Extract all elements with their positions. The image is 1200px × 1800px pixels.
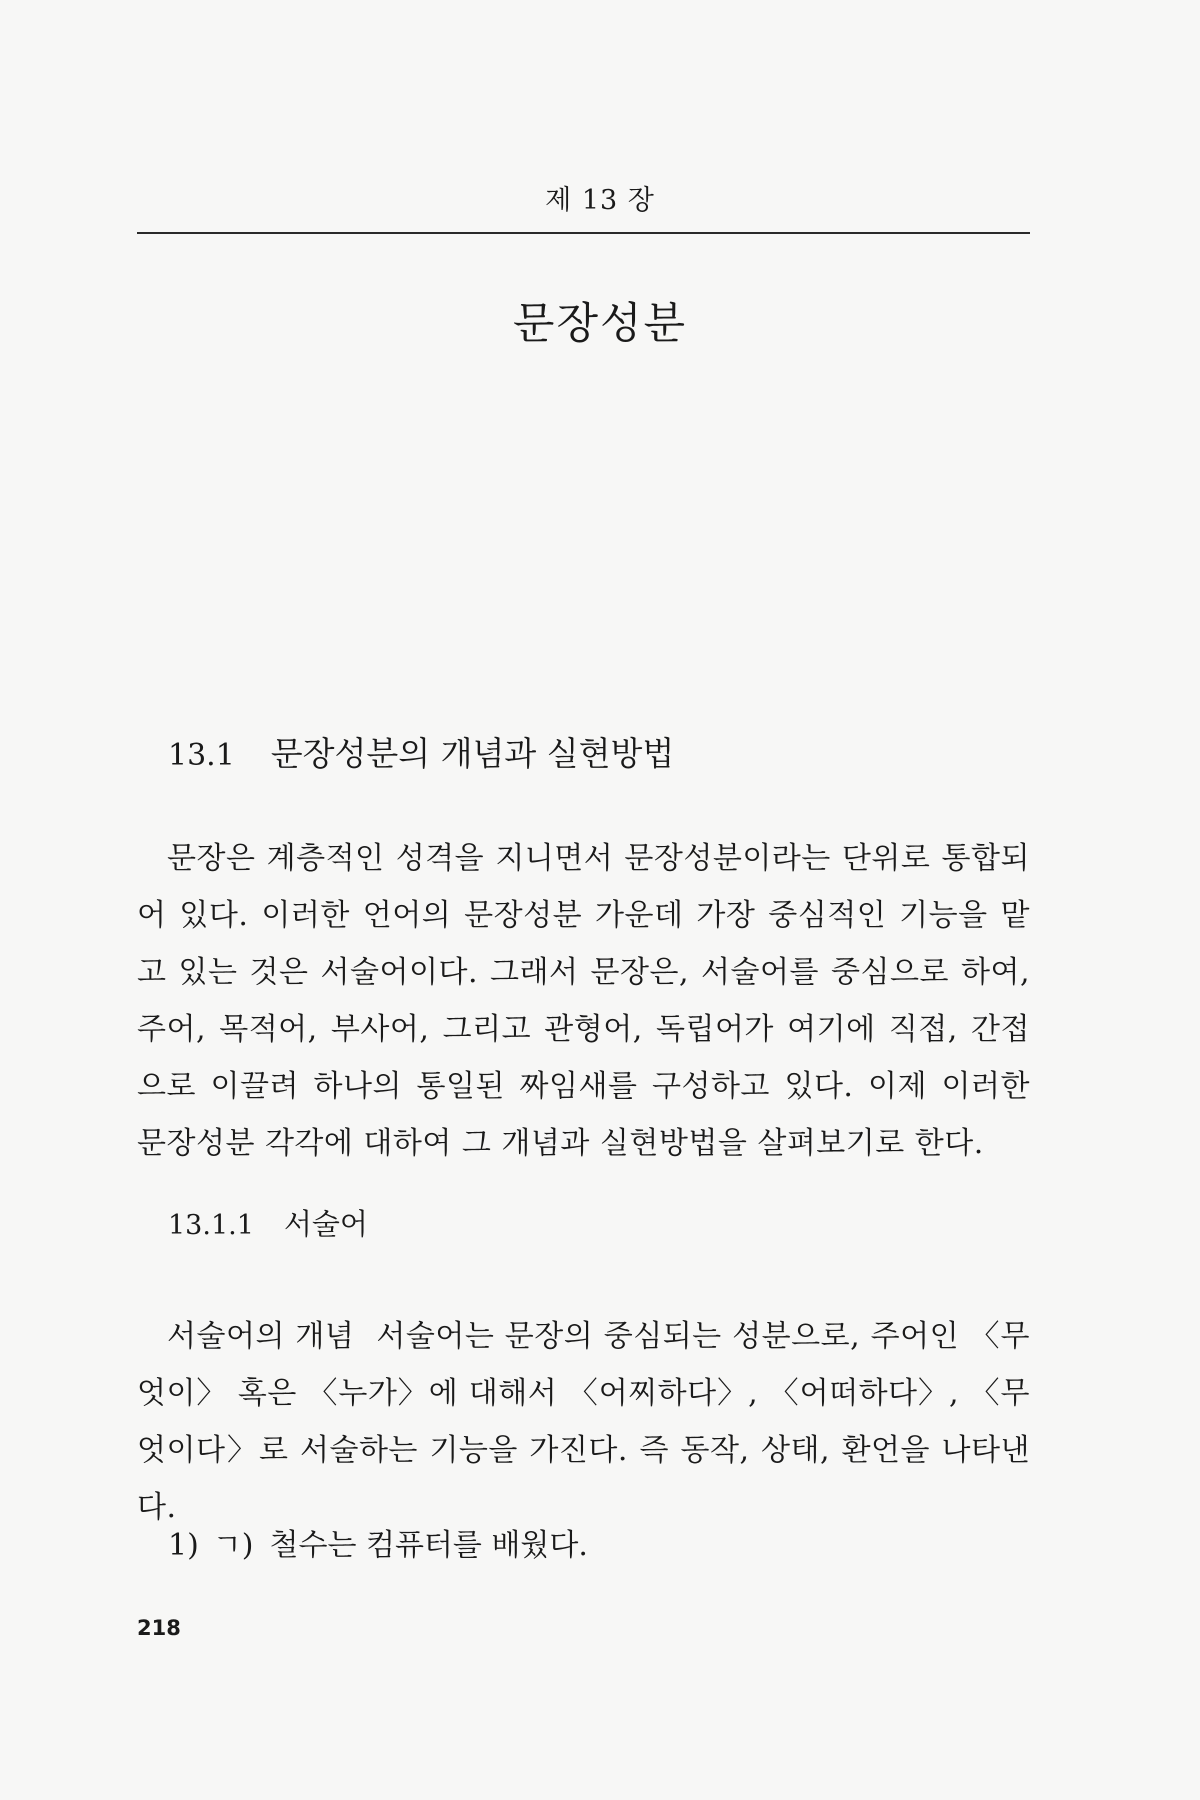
section-heading <box>168 728 674 775</box>
subsection-heading <box>168 1202 368 1243</box>
subsection-number: 13.1.1 <box>168 1210 254 1241</box>
example-sentence <box>168 1520 588 1564</box>
chapter-divider-rule <box>137 232 1030 234</box>
section-title: 문장성분의 개념과 실현방법 <box>270 734 675 773</box>
chapter-title: 문장성분 <box>512 299 688 349</box>
example-number: 1) <box>168 1528 199 1563</box>
section-paragraph: 문장은 계층적인 성격을 지니면서 문장성분이라는 단위로 통합되어 있다. 이러한 언어의 문장성분 가운데 가장 중심적인 기능을 맡고 있는 것은 서술어이다. 그래서 문장은, 서술어를 중심으로 하여, 주어, 목적어, 부사어, 그리고 관형어, 독립어가 여기에 직접, 간접으로 이끌려 하나의 통일된 짜임새를 구성하고 있다. 이제 이러한 문장성분 각각에 대하여 그 개념과 실현방법을 살펴보기로 한다. <box>137 841 1030 1161</box>
subsection-title: 서술어 <box>283 1207 368 1241</box>
term-label: 서술어의 개념 <box>167 1319 355 1354</box>
subsection-paragraph-block <box>137 1308 1030 1536</box>
subsection-paragraph: 서술어는 문장의 중심되는 성분으로, 주어인 〈무엇이〉 혹은 〈누가〉에 대해서 〈어찌하다〉, 〈어떠하다〉, 〈무엇이다〉로 서술하는 기능을 가진다. 즉 동작, 상태, 환언을 나타낸다. <box>137 1319 1030 1525</box>
section-number: 13.1 <box>168 738 235 773</box>
page-number: 218 <box>137 1616 181 1640</box>
example-text: 철수는 컴퓨터를 배웠다. <box>269 1528 588 1563</box>
example-sub-label: ㄱ) <box>212 1528 254 1563</box>
chapter-label: 제 13 장 <box>545 185 655 216</box>
